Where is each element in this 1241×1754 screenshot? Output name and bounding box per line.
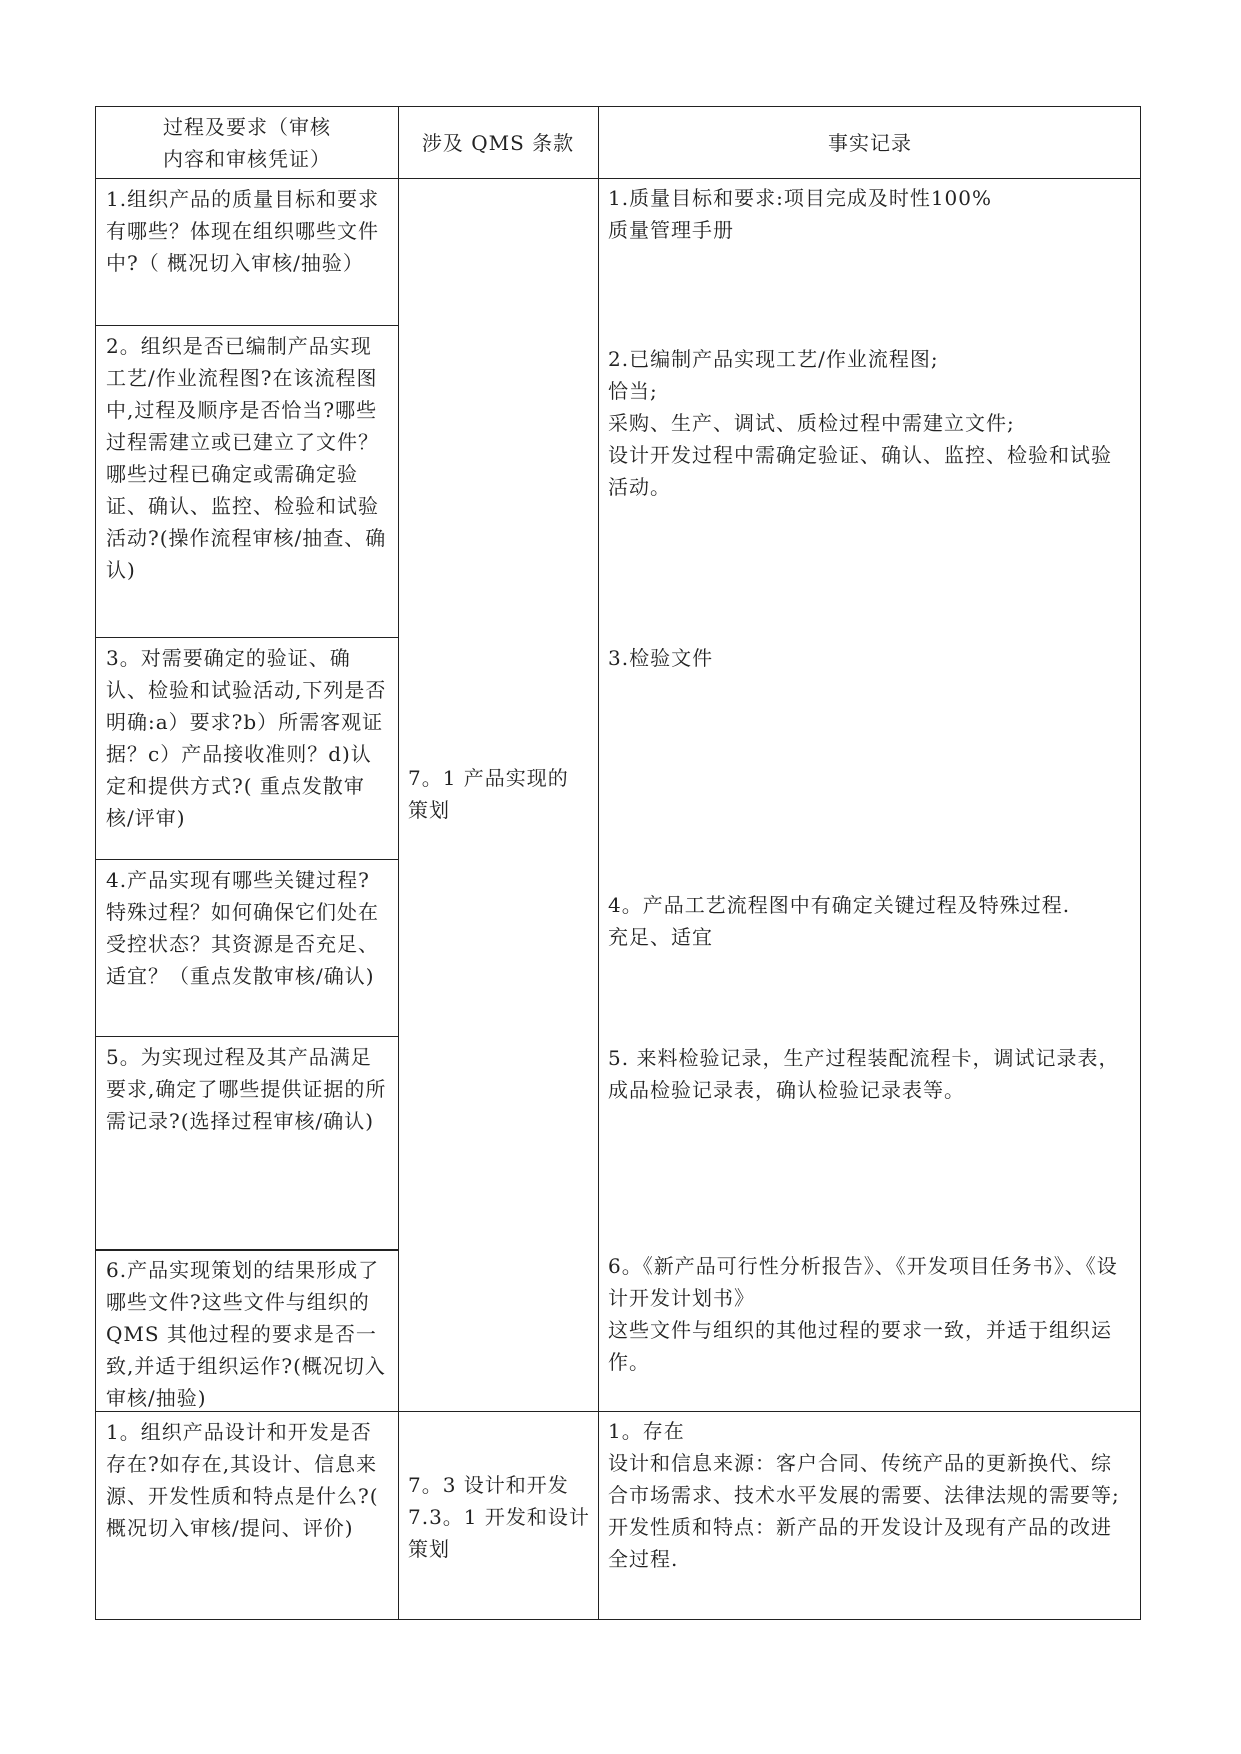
requirement-cell: 6.产品实现策划的结果形成了哪些文件?这些文件与组织的 QMS 其他过程的要求是否一致,并适于组织运作?(概况切入审核/抽验): [106, 1258, 386, 1410]
column-divider: [598, 107, 599, 1619]
requirement-cell: 1。组织产品设计和开发是否存在?如存在,其设计、信息来源、开发性质和特点是什么?( 概况切入审核/提问、评价): [106, 1420, 379, 1540]
record-cell: 4。产品工艺流程图中有确定关键过程及特殊过程. 充足、适宜: [608, 893, 1071, 949]
clause-7-3: 7。3 设计和开发 7.3。1 开发和设计策划: [408, 1473, 590, 1561]
record-cell: 3.检验文件: [608, 646, 714, 670]
requirement-cell: 3。对需要确定的验证、确认、检验和试验活动,下列是否明确:a）要求?b）所需客观证据？c）产品接收准则？d)认定和提供方式?( 重点发散审核/评审): [106, 646, 387, 830]
column-divider: [398, 107, 399, 1619]
requirement-cell: 2。组织是否已编制产品实现工艺/作业流程图?在该流程图中,过程及顺序是否恰当?哪些过程需建立或已建立了文件？哪些过程已确定或需确定验证、确认、监控、检验和试验活动?(操作流程审核/抽查、确认): [106, 334, 387, 582]
record-cell: 6。《新产品可行性分析报告》、《开发项目任务书》、《设计开发计划书》 这些文件与组织的其他过程的要求一致，并适于组织运作。: [608, 1254, 1118, 1374]
header-clause: 涉及 QMS 条款: [421, 130, 575, 155]
record-cell: 1.质量目标和要求:项目完成及时性100% 质量管理手册: [608, 186, 992, 242]
record-cell: 1。存在 设计和信息来源：客户合同、传统产品的更新换代、综合市场需求、技术水平发展的需要、法律法规的需要等; 开发性质和特点：新产品的开发设计及现有产品的改进全过程.: [608, 1419, 1120, 1571]
requirement-cell: 1.组织产品的质量目标和要求有哪些？体现在组织哪些文件中?（ 概况切入审核/抽验）: [106, 187, 380, 275]
record-cell: 2.已编制产品实现工艺/作业流程图; 恰当; 采购、生产、调试、质检过程中需建立文件; 设计开发过程中需确定验证、确认、监控、检验和试验活动。: [608, 347, 1112, 499]
header-requirements: 过程及要求（审核 内容和审核凭证）: [163, 114, 331, 171]
record-cell: 5. 来料检验记录，生产过程装配流程卡，调试记录表，成品检验记录表，确认检验记录表等。: [608, 1046, 1120, 1102]
requirement-cell: 4.产品实现有哪些关键过程?特殊过程？如何确保它们处在受控状态？其资源是否充足、适宜？（重点发散审核/确认): [106, 868, 379, 988]
header-records: 事实记录: [828, 130, 912, 155]
clause-7-1: 7。1 产品实现的 策划: [408, 766, 569, 822]
requirement-cell: 5。为实现过程及其产品满足要求,确定了哪些提供证据的所需记录?(选择过程审核/确认): [106, 1045, 387, 1133]
audit-table: [95, 106, 1141, 1620]
